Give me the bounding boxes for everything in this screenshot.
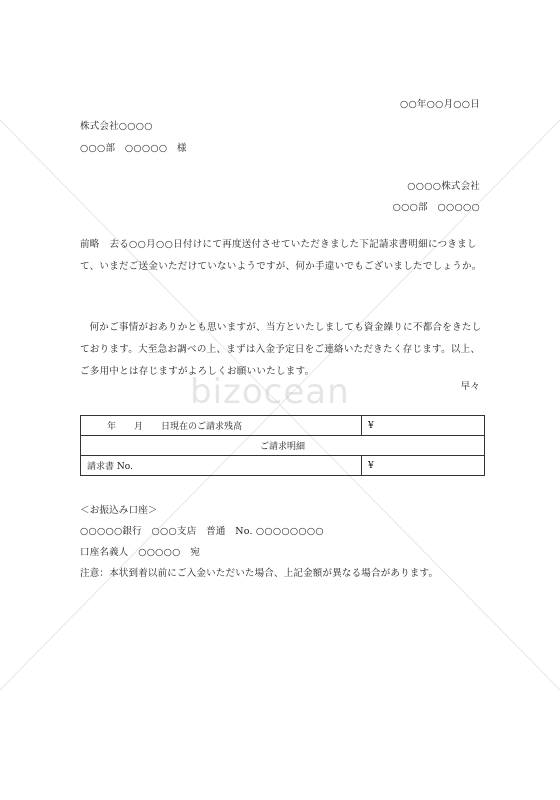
document-date: ○○年○○月○○日 — [399, 99, 480, 110]
billing-table — [80, 415, 485, 476]
payment-note: 注意：本状到着以前にご入金いただいた場合、上記金額が異なる場合があります。 — [80, 568, 439, 579]
invoice-number-label: 請求書 No. — [81, 456, 362, 476]
paragraph-1: 前略 去る○○月○○日付けにて再度送付させていただきました下記請求書明細につきまして、いまだご送金いただけていないようですが、何か手違いでもございましたでしょうか。 — [80, 239, 482, 272]
watermark-logo: bizocean — [190, 372, 350, 412]
details-header: ご請求明細 — [81, 436, 485, 456]
balance-amount: ¥ — [362, 416, 485, 436]
paragraph-2: 何かご事情がおありかとも思いますが、当方といたしましても資金繰りに不都合をきたしております。大至急お調べの上、まずは入金予定日をご連絡いただきたく存じます。以上、ご多用中とは存じますがよろしくお願いいたします。 — [80, 322, 482, 377]
table-row — [81, 456, 485, 476]
sender-company: ○○○○株式会社 — [407, 181, 480, 192]
invoice-amount: ¥ — [362, 456, 485, 476]
account-holder-line: 口座名義人 ○○○○○ 宛 — [80, 547, 201, 558]
bank-account-line: ○○○○○銀行 ○○○支店 普通 No. ○○○○○○○○ — [80, 526, 324, 537]
bank-heading: ＜お振込み口座＞ — [80, 505, 158, 516]
sender-department: ○○○部 ○○○○○ — [392, 202, 480, 213]
recipient-company: 株式会社○○○○ — [80, 121, 153, 132]
recipient-department: ○○○部 ○○○○○ 様 — [80, 143, 187, 154]
balance-label: 年 月 日現在のご請求残高 — [81, 416, 362, 436]
table-row — [81, 436, 485, 456]
table-row — [81, 416, 485, 436]
closing-word: 早々 — [460, 381, 480, 392]
